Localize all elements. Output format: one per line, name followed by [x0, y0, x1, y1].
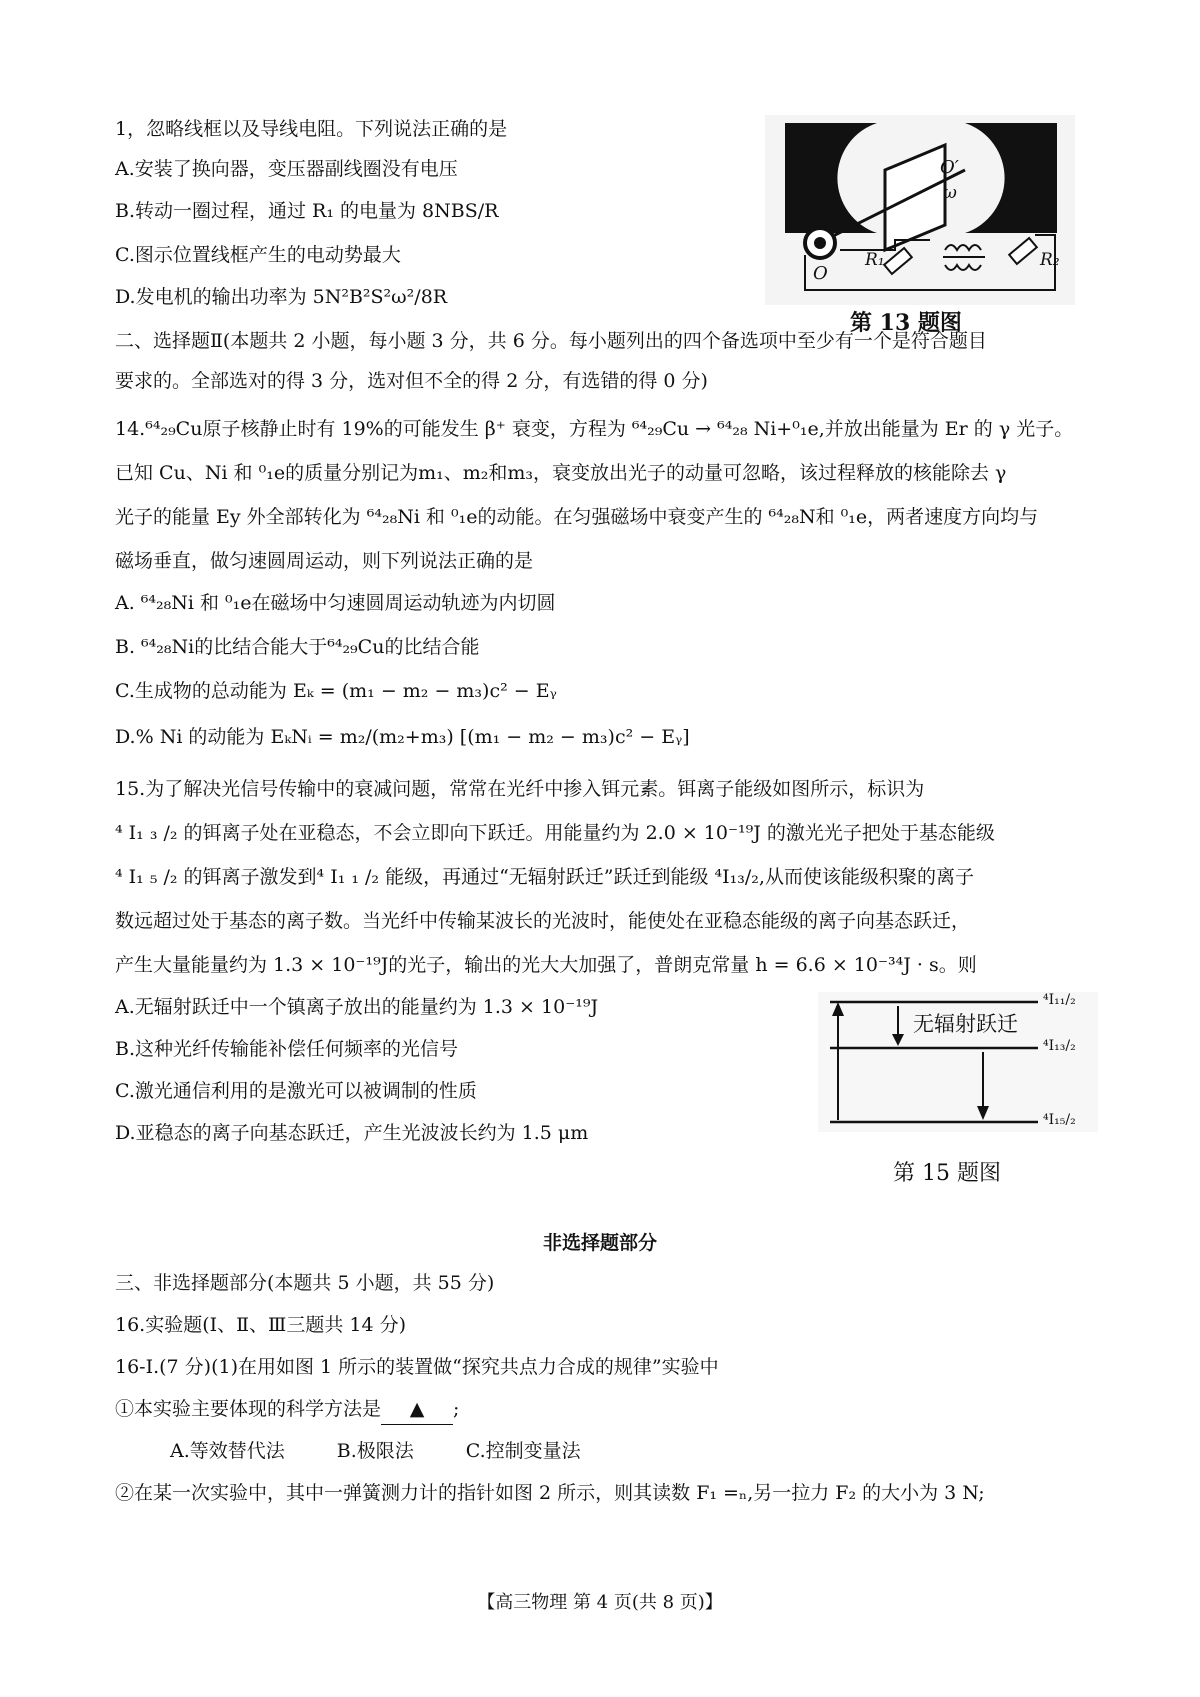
q15-line4: 数远超过处于基态的离子数。当光纤中传输某波长的光波时，能使处在亚稳态能级的离子向基态跃迁， [115, 910, 971, 932]
q15-option-b: B.这种光纤传输能补偿任何频率的光信号 [115, 1038, 459, 1060]
page-footer: 【高三物理 第 4 页(共 8 页)】 [477, 1592, 723, 1613]
q14-line2: 已知 Cu、Ni 和 ⁰₁e的质量分别记为m₁、m₂和m₃，衰变放出光子的动量可忽略，该过程释放的核能除去 γ [115, 462, 1007, 484]
q16-1-b: ②在某一次实验中，其中一弹簧测力计的指针如图 2 所示，则其读数 F₁ =ₙ,另一拉力 F₂ 的大小为 3 N; [115, 1482, 985, 1504]
q13-label-r2: R₂ [1040, 250, 1060, 270]
q16-header: 16.实验题(Ⅰ、Ⅱ、Ⅲ三题共 14 分) [115, 1314, 407, 1336]
q13-label-r1: R₁ [865, 250, 885, 270]
q15-figure [818, 992, 1098, 1132]
q16-1-choices [170, 1436, 581, 1466]
q15-option-c: C.激光通信利用的是激光可以被调制的性质 [115, 1080, 477, 1102]
q16-1-a-text: ①本实验主要体现的科学方法是 [115, 1398, 382, 1420]
q15-option-d: D.亚稳态的离子向基态跃迁，产生光波波长约为 1.5 μm [115, 1122, 589, 1144]
q13-label-o: O [813, 263, 828, 284]
section2-header-line2: 要求的。全部选对的得 3 分，选对但不全的得 2 分，有选错的得 0 分) [115, 370, 708, 392]
q15-line5: 产生大量能量约为 1.3 × 10⁻¹⁹J的光子，输出的光大大加强了，普朗克常量 h = 6.6 × 10⁻³⁴J · s。则 [115, 954, 977, 976]
q13-option-d: D.发电机的输出功率为 5N²B²S²ω²/8R [115, 286, 448, 308]
q13-figure [765, 115, 1075, 305]
part2-title: 非选择题部分 [542, 1232, 657, 1254]
q15-line3: ⁴ I₁ ₅ /₂ 的铒离子激发到⁴ I₁ ₁ /₂ 能级，再通过“无辐射跃迁”跃迁到能级 ⁴I₁₃/₂,从而使该能级积聚的离子 [115, 866, 974, 888]
q13-option-b: B.转动一圈过程，通过 R₁ 的电量为 8NBS/R [115, 200, 499, 222]
q16-1-header: 16-Ⅰ.(7 分)(1)在用如图 1 所示的装置做“探究共点力合成的规律”实验中 [115, 1356, 719, 1378]
q16-1-choice-b: B.极限法 [336, 1440, 414, 1462]
q13-option-a: A.安装了换向器，变压器副线圈没有电压 [115, 158, 458, 180]
q15-line1: 15.为了解决光信号传输中的衰减问题，常常在光纤中掺入铒元素。铒离子能级如图所示，标识为 [115, 778, 925, 800]
q15-level-13-2: ⁴I₁₃/₂ [1043, 1038, 1076, 1054]
q13-intro: 1，忽略线框以及导线电阻。下列说法正确的是 [115, 118, 508, 140]
answer-blank[interactable]: ▲ [381, 1394, 453, 1425]
q15-level-11-2: ⁴I₁₁/₂ [1043, 992, 1076, 1008]
q14-option-c: C.生成物的总动能为 Eₖ = (m₁ − m₂ − m₃)c² − Eᵧ [115, 680, 557, 702]
q14-line4: 磁场垂直，做匀速圆周运动，则下列说法正确的是 [115, 550, 534, 572]
q15-line2: ⁴ I₁ ₃ /₂ 的铒离子处在亚稳态，不会立即向下跃迁。用能量约为 2.0 × 10⁻¹⁹J 的激光光子把处于基态能级 [115, 822, 995, 844]
section3-header: 三、非选择题部分(本题共 5 小题，共 55 分) [115, 1272, 495, 1294]
q13-label-oprime: O′ [940, 157, 959, 178]
q13-label-omega: ω [943, 183, 957, 203]
q16-1-choice-a: A.等效替代法 [170, 1440, 285, 1462]
q14-option-d: D.% Ni 的动能为 EₖNᵢ = m₂/(m₂+m₃) [(m₁ − m₂ − m₃)c² − Eᵧ] [115, 726, 690, 748]
q15-figure-caption: 第 15 题图 [893, 1161, 1001, 1186]
section2-header-line1: 二、选择题Ⅱ(本题共 2 小题，每小题 3 分，共 6 分。每小题列出的四个备选项中至少有一个是符合题目 [115, 330, 987, 352]
q13-figure-caption: 第 13 题图 [850, 310, 962, 336]
q16-1-a [115, 1394, 459, 1425]
q14-option-b: B. ⁶⁴₂₈Ni的比结合能大于⁶⁴₂₉Cu的比结合能 [115, 636, 480, 658]
q15-level-15-2: ⁴I₁₅/₂ [1043, 1112, 1076, 1128]
q14-line1: 14.⁶⁴₂₉Cu原子核静止时有 19%的可能发生 β⁺ 衰变，方程为 ⁶⁴₂₉Cu → ⁶⁴₂₈ Ni+⁰₁e,并放出能量为 Er 的 γ 光子。 [115, 418, 1074, 440]
q15-option-a: A.无辐射跃迁中一个镇离子放出的能量约为 1.3 × 10⁻¹⁹J [115, 996, 599, 1018]
q14-line3: 光子的能量 Ey 外全部转化为 ⁶⁴₂₈Ni 和 ⁰₁e的动能。在匀强磁场中衰变产生的 ⁶⁴₂₈N和 ⁰₁e，两者速度方向均与 [115, 506, 1039, 528]
q16-1-choice-c: C.控制变量法 [465, 1440, 581, 1462]
q16-1-a-suffix: ; [453, 1398, 460, 1420]
q15-transition-label: 无辐射跃迁 [913, 1012, 1018, 1036]
q14-option-a: A. ⁶⁴₂₈Ni 和 ⁰₁e在磁场中匀速圆周运动轨迹为内切圆 [115, 592, 556, 614]
q13-option-c: C.图示位置线框产生的电动势最大 [115, 244, 401, 266]
